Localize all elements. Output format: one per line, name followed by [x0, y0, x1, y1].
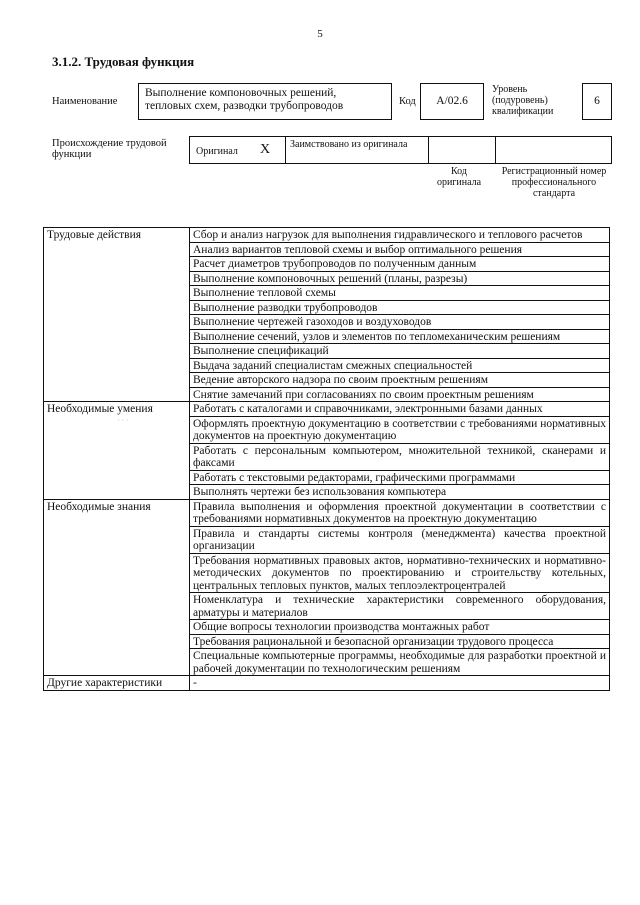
item-cell: Снятие замечаний при согласованиях по своим проектным решениям [190, 387, 610, 402]
reg-number-caption: Регистрационный номер профессионального стандарта [501, 166, 607, 199]
item-cell: Работать с персональным компьютером, множительной техникой, сканерами и факсами [190, 443, 610, 470]
level-value-box [582, 83, 612, 120]
item-cell: Работать с текстовыми редакторами, графическими программами [190, 470, 610, 485]
code-label: Код [399, 96, 416, 107]
item-cell: Выполнение разводки трубопроводов [190, 300, 610, 315]
original-label: Оригинал [196, 146, 238, 157]
page-number: 5 [317, 28, 323, 40]
category-cell: Другие характеристики [44, 676, 190, 691]
item-cell: Общие вопросы технологии производства монтажных работ [190, 620, 610, 635]
item-cell: Требования рациональной и безопасной организации трудового процесса [190, 634, 610, 649]
item-cell: Оформлять проектную документацию в соответствии с требованиями нормативных документов на проектную документацию [190, 416, 610, 443]
divider [285, 137, 286, 163]
item-cell: Выполнять чертежи без использования компьютера [190, 485, 610, 500]
original-mark: X [260, 142, 271, 157]
divider [428, 137, 429, 163]
table-row [44, 228, 610, 243]
category-cell: Трудовые действия [44, 228, 190, 402]
scan-artifact: · · · [117, 416, 129, 425]
item-cell: Выполнение сечений, узлов и элементов по тепломеханическим решениям [190, 329, 610, 344]
item-cell: - [190, 676, 610, 691]
table-row [44, 676, 610, 691]
level-label: Уровень (подуровень) квалификации [492, 84, 554, 117]
code-value-box [420, 83, 484, 120]
table-row [44, 499, 610, 526]
labor-function-table [43, 227, 610, 691]
item-cell: Правила и стандарты системы контроля (менеджмента) качества проектной организации [190, 526, 610, 553]
name-value-box [138, 83, 392, 120]
item-cell: Специальные компьютерные программы, необходимые для разработки проектной и рабочей документации по технологическим решениям [190, 649, 610, 676]
section-title: 3.1.2. Трудовая функция [52, 54, 195, 69]
item-cell: Выполнение чертежей газоходов и воздуховодов [190, 315, 610, 330]
item-cell: Сбор и анализ нагрузок для выполнения гидравлического и теплового расчетов [190, 228, 610, 243]
item-cell: Выдача заданий специалистам смежных специальностей [190, 358, 610, 373]
item-cell: Анализ вариантов тепловой схемы и выбор оптимального решения [190, 242, 610, 257]
item-cell: Ведение авторского надзора по своим проектным решениям [190, 373, 610, 388]
category-cell: Необходимые знания [44, 499, 190, 676]
code-value: A/02.6 [436, 95, 468, 107]
item-cell: Выполнение спецификаций [190, 344, 610, 359]
origin-label: Происхождение трудовой функции [52, 138, 167, 160]
item-cell: Правила выполнения и оформления проектной документации в соответствии с требованиями нормативных документов на проектную документацию [190, 499, 610, 526]
origin-row [189, 136, 612, 164]
category-cell: Необходимые умения [44, 402, 190, 500]
item-cell: Выполнение компоновочных решений (планы, разрезы) [190, 271, 610, 286]
item-cell: Выполнение тепловой схемы [190, 286, 610, 301]
table-row [44, 402, 610, 417]
divider [495, 137, 496, 163]
borrowed-label: Заимствовано из оригинала [290, 139, 408, 150]
name-label: Наименование [52, 96, 118, 107]
name-value: Выполнение компоновочных решений, тепловых схем, разводки трубопроводов [145, 87, 344, 112]
item-cell: Расчет диаметров трубопроводов по полученным данным [190, 257, 610, 272]
code-original-caption: Код оригинала [436, 166, 482, 188]
item-cell: Номенклатура и технические характеристики современного оборудования, арматуры и материалов [190, 593, 610, 620]
level-value: 6 [594, 95, 600, 107]
item-cell: Требования нормативных правовых актов, нормативно-технических и нормативно-методических документов по проектированию и строительству котельных, центральных тепловых пунктов, малых теплоэлектроцентралей [190, 553, 610, 593]
item-cell: Работать с каталогами и справочниками, электронными базами данных [190, 402, 610, 417]
